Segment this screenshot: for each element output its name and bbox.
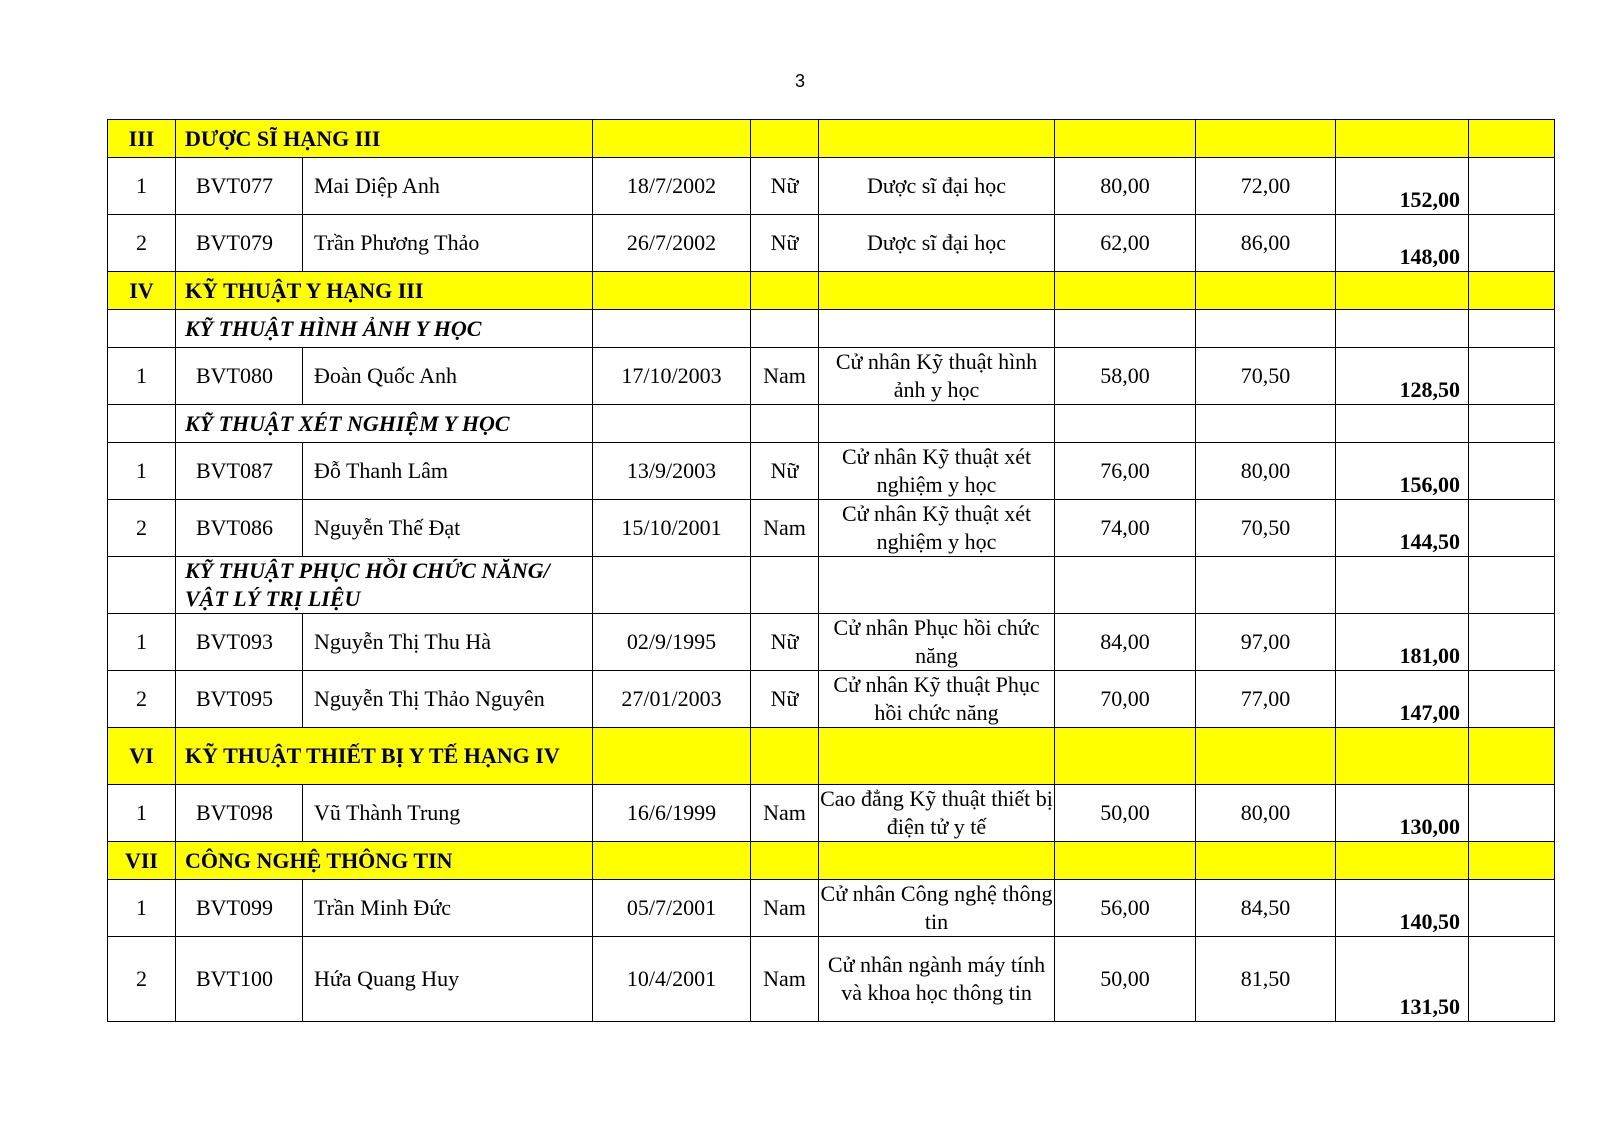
- total-score: 181,00: [1336, 614, 1469, 671]
- gender: Nam: [751, 937, 819, 1022]
- gender: Nam: [751, 785, 819, 842]
- total-score: 131,50: [1336, 937, 1469, 1022]
- page-number: 3: [794, 71, 805, 91]
- gender: Nữ: [751, 671, 819, 728]
- note-cell: [1469, 937, 1555, 1022]
- total-score: 148,00: [1336, 215, 1469, 272]
- candidate-name: Trần Phương Thảo: [303, 215, 593, 272]
- row-number: 1: [108, 880, 176, 937]
- candidate-code: BVT095: [176, 671, 303, 728]
- note-cell: [1469, 500, 1555, 557]
- qualification: Dược sĩ đại học: [819, 215, 1055, 272]
- candidate-code: BVT099: [176, 880, 303, 937]
- table-row: [108, 500, 1555, 557]
- row-number: 2: [108, 500, 176, 557]
- row-number: 2: [108, 671, 176, 728]
- score-1: 62,00: [1055, 215, 1196, 272]
- subsection-row: [108, 557, 1555, 614]
- row-number: 2: [108, 215, 176, 272]
- candidate-name: Đoàn Quốc Anh: [303, 348, 593, 405]
- score-2: 81,50: [1196, 937, 1336, 1022]
- qualification: Cử nhân Kỹ thuật hình ảnh y học: [819, 348, 1055, 405]
- row-number: 1: [108, 443, 176, 500]
- section-title: KỸ THUẬT Y HẠNG III: [176, 272, 593, 310]
- birth-date: 02/9/1995: [593, 614, 751, 671]
- table-row: [108, 880, 1555, 937]
- candidate-name: Mai Diệp Anh: [303, 158, 593, 215]
- candidate-name: Trần Minh Đức: [303, 880, 593, 937]
- candidate-code: BVT080: [176, 348, 303, 405]
- row-number: 2: [108, 937, 176, 1022]
- candidate-name: Nguyễn Thế Đạt: [303, 500, 593, 557]
- candidate-name: Nguyễn Thị Thảo Nguyên: [303, 671, 593, 728]
- birth-date: 16/6/1999: [593, 785, 751, 842]
- qualification: Cử nhân Công nghệ thông tin: [819, 880, 1055, 937]
- total-score: 130,00: [1336, 785, 1469, 842]
- note-cell: [1469, 880, 1555, 937]
- total-score: 128,50: [1336, 348, 1469, 405]
- total-score: 152,00: [1336, 158, 1469, 215]
- section-title: DƯỢC SĨ HẠNG III: [176, 120, 593, 158]
- score-2: 77,00: [1196, 671, 1336, 728]
- score-1: 50,00: [1055, 937, 1196, 1022]
- score-2: 97,00: [1196, 614, 1336, 671]
- candidate-name: Vũ Thành Trung: [303, 785, 593, 842]
- birth-date: 27/01/2003: [593, 671, 751, 728]
- total-score: 156,00: [1336, 443, 1469, 500]
- note-cell: [1469, 443, 1555, 500]
- birth-date: 17/10/2003: [593, 348, 751, 405]
- birth-date: 10/4/2001: [593, 937, 751, 1022]
- table-row: [108, 348, 1555, 405]
- section-number: III: [108, 120, 176, 158]
- score-1: 84,00: [1055, 614, 1196, 671]
- table-row: [108, 785, 1555, 842]
- birth-date: 26/7/2002: [593, 215, 751, 272]
- row-number: 1: [108, 785, 176, 842]
- score-1: 80,00: [1055, 158, 1196, 215]
- results-table: [107, 119, 1555, 1022]
- subsection-title: KỸ THUẬT PHỤC HỒI CHỨC NĂNG/ VẬT LÝ TRỊ LIỆU: [176, 557, 593, 614]
- total-score: 144,50: [1336, 500, 1469, 557]
- birth-date: 13/9/2003: [593, 443, 751, 500]
- qualification: Cử nhân Kỹ thuật Phục hồi chức năng: [819, 671, 1055, 728]
- birth-date: 18/7/2002: [593, 158, 751, 215]
- candidate-code: BVT077: [176, 158, 303, 215]
- gender: Nữ: [751, 443, 819, 500]
- section-number: VI: [108, 728, 176, 785]
- section-number: IV: [108, 272, 176, 310]
- qualification: Cử nhân Kỹ thuật xét nghiệm y học: [819, 500, 1055, 557]
- score-2: 80,00: [1196, 443, 1336, 500]
- score-1: 56,00: [1055, 880, 1196, 937]
- candidate-name: Đỗ Thanh Lâm: [303, 443, 593, 500]
- gender: Nữ: [751, 614, 819, 671]
- row-number: 1: [108, 348, 176, 405]
- subsection-title: KỸ THUẬT HÌNH ẢNH Y HỌC: [176, 310, 593, 348]
- row-number: 1: [108, 614, 176, 671]
- row-number: 1: [108, 158, 176, 215]
- candidate-code: BVT100: [176, 937, 303, 1022]
- table-row: [108, 158, 1555, 215]
- qualification: Cử nhân ngành máy tính và khoa học thông tin: [819, 937, 1055, 1022]
- score-1: 58,00: [1055, 348, 1196, 405]
- gender: Nữ: [751, 158, 819, 215]
- score-2: 70,50: [1196, 348, 1336, 405]
- note-cell: [1469, 215, 1555, 272]
- score-1: 76,00: [1055, 443, 1196, 500]
- total-score: 140,50: [1336, 880, 1469, 937]
- score-2: 72,00: [1196, 158, 1336, 215]
- candidate-name: Hứa Quang Huy: [303, 937, 593, 1022]
- section-title: CÔNG NGHỆ THÔNG TIN: [176, 842, 593, 880]
- subsection-row: [108, 405, 1555, 443]
- table-row: [108, 671, 1555, 728]
- candidate-code: BVT098: [176, 785, 303, 842]
- candidate-code: BVT093: [176, 614, 303, 671]
- qualification: Cao đẳng Kỹ thuật thiết bị điện tử y tế: [819, 785, 1055, 842]
- candidate-name: Nguyễn Thị Thu Hà: [303, 614, 593, 671]
- qualification: Cử nhân Kỹ thuật xét nghiệm y học: [819, 443, 1055, 500]
- note-cell: [1469, 158, 1555, 215]
- score-2: 70,50: [1196, 500, 1336, 557]
- table-row: [108, 215, 1555, 272]
- table-row: [108, 614, 1555, 671]
- section-row: [108, 728, 1555, 785]
- score-2: 86,00: [1196, 215, 1336, 272]
- qualification: Cử nhân Phục hồi chức năng: [819, 614, 1055, 671]
- note-cell: [1469, 614, 1555, 671]
- score-1: 74,00: [1055, 500, 1196, 557]
- section-row: [108, 120, 1555, 158]
- note-cell: [1469, 671, 1555, 728]
- table-row: [108, 937, 1555, 1022]
- section-title: KỸ THUẬT THIẾT BỊ Y TẾ HẠNG IV: [176, 728, 593, 785]
- section-row: [108, 272, 1555, 310]
- note-cell: [1469, 785, 1555, 842]
- candidate-code: BVT087: [176, 443, 303, 500]
- gender: Nam: [751, 880, 819, 937]
- subsection-row: [108, 310, 1555, 348]
- birth-date: 05/7/2001: [593, 880, 751, 937]
- score-2: 84,50: [1196, 880, 1336, 937]
- score-1: 50,00: [1055, 785, 1196, 842]
- gender: Nữ: [751, 215, 819, 272]
- score-2: 80,00: [1196, 785, 1336, 842]
- table-row: [108, 443, 1555, 500]
- score-1: 70,00: [1055, 671, 1196, 728]
- gender: Nam: [751, 348, 819, 405]
- subsection-title: KỸ THUẬT XÉT NGHIỆM Y HỌC: [176, 405, 593, 443]
- note-cell: [1469, 348, 1555, 405]
- total-score: 147,00: [1336, 671, 1469, 728]
- candidate-code: BVT086: [176, 500, 303, 557]
- birth-date: 15/10/2001: [593, 500, 751, 557]
- qualification: Dược sĩ đại học: [819, 158, 1055, 215]
- candidate-code: BVT079: [176, 215, 303, 272]
- gender: Nam: [751, 500, 819, 557]
- section-row: [108, 842, 1555, 880]
- section-number: VII: [108, 842, 176, 880]
